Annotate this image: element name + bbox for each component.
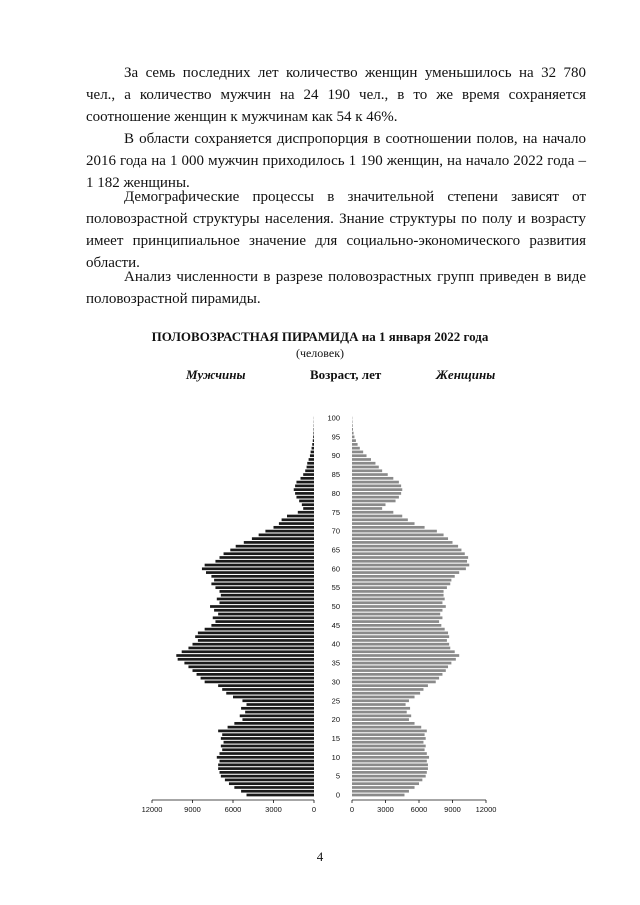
age-label-85: 85: [331, 470, 340, 480]
female-bar-age-75: [352, 511, 393, 514]
male-bar-age-24: [247, 703, 315, 706]
male-bar-age-70: [265, 530, 314, 533]
female-bar-age-84: [352, 477, 393, 480]
male-x-axis: [142, 800, 317, 814]
male-bar-age-16: [222, 733, 314, 736]
male-bar-age-53: [221, 594, 314, 597]
female-bar-age-35: [352, 662, 451, 665]
female-bar-age-55: [352, 586, 447, 589]
male-bar-age-47: [213, 616, 314, 619]
age-tick-labels: [327, 414, 340, 800]
female-bar-age-98: [352, 424, 353, 427]
male-bar-age-84: [301, 477, 315, 480]
female-bar-age-61: [352, 564, 469, 567]
male-x-tick-label-3000: 3000: [265, 805, 282, 814]
page-number: 4: [316, 849, 324, 864]
female-x-tick-label-0: 0: [349, 805, 355, 814]
female-bar-age-50: [352, 605, 446, 608]
female-bar-age-23: [352, 707, 410, 710]
female-bar-age-63: [352, 556, 468, 559]
male-bar-age-31: [201, 677, 314, 680]
male-bar-age-23: [241, 707, 314, 710]
female-bar-age-39: [352, 647, 450, 650]
chart-title-main: ПОЛОВОЗРАСТНАЯ ПИРАМИДА: [151, 329, 359, 344]
female-bar-age-59: [352, 571, 459, 574]
female-bar-age-58: [352, 575, 455, 578]
male-bar-age-87: [307, 466, 314, 469]
age-label-20: 20: [331, 715, 340, 725]
age-label-100: 100: [327, 413, 340, 423]
male-bar-age-9: [220, 760, 315, 763]
male-bar-age-6: [220, 771, 315, 774]
female-bar-age-38: [352, 650, 455, 653]
female-bar-age-25: [352, 699, 409, 702]
paragraph-3: Демографические процессы в значительной степени зависят от половозрастной структуры населения. Знание структуры по полу и возрасту имеет принципиальное значение для социально-экономического развития области.: [86, 189, 586, 271]
female-x-tick-label-6000: 6000: [410, 805, 428, 814]
female-bar-age-14: [352, 741, 423, 744]
female-bar-age-56: [352, 583, 450, 586]
male-bar-age-33: [193, 669, 315, 672]
male-bar-age-71: [274, 526, 315, 529]
female-bar-age-47: [352, 616, 442, 619]
age-label-95: 95: [331, 432, 340, 442]
male-bar-age-80: [295, 492, 314, 495]
male-bar-age-4: [225, 779, 314, 782]
age-label-60: 60: [331, 564, 340, 574]
age-axis-label: Возраст, лет: [310, 367, 382, 382]
female-bar-age-86: [352, 469, 382, 472]
female-bar-age-1: [352, 790, 409, 793]
female-bar-age-85: [352, 473, 388, 476]
male-bar-age-68: [252, 537, 314, 540]
female-x-tick-label-3000: 3000: [377, 805, 394, 814]
age-label-75: 75: [331, 507, 340, 517]
male-bar-age-58: [211, 575, 314, 578]
male-bar-age-89: [309, 458, 314, 461]
female-bar-age-18: [352, 726, 421, 729]
male-bar-age-54: [220, 590, 315, 593]
male-bar-age-41: [198, 639, 314, 642]
male-x-tick-label-6000: 6000: [224, 805, 242, 814]
female-bar-age-48: [352, 613, 440, 616]
male-bar-age-45: [211, 624, 314, 627]
male-bar-age-86: [305, 469, 314, 472]
male-bar-age-83: [296, 481, 314, 484]
male-bar-age-55: [215, 586, 314, 589]
female-bar-age-10: [352, 756, 429, 759]
female-bar-age-41: [352, 639, 447, 642]
male-x-tick-label-12000: 12000: [141, 805, 163, 814]
male-bar-age-93: [312, 443, 314, 446]
chart-title-date: на 1 января 2022 года: [358, 329, 489, 344]
female-bar-age-73: [352, 518, 408, 521]
age-label-90: 90: [331, 451, 340, 461]
female-bar-age-44: [352, 628, 445, 631]
male-bar-age-13: [221, 745, 314, 748]
male-bar-age-85: [303, 473, 314, 476]
female-bar-age-34: [352, 665, 448, 668]
male-bar-age-37: [176, 654, 314, 657]
age-label-5: 5: [335, 771, 340, 781]
female-bar-age-51: [352, 601, 442, 604]
female-bar-age-22: [352, 711, 407, 714]
female-x-tick-label-9000: 9000: [444, 805, 461, 814]
female-bar-age-37: [352, 654, 459, 657]
male-bar-age-19: [234, 722, 314, 725]
age-label-45: 45: [331, 620, 340, 630]
male-bar-age-39: [188, 647, 314, 650]
male-bar-age-7: [218, 767, 314, 770]
female-bar-age-36: [352, 658, 456, 661]
female-bar-age-83: [352, 481, 399, 484]
female-bar-age-5: [352, 775, 426, 778]
male-bar-age-51: [220, 601, 315, 604]
female-bar-age-68: [352, 537, 448, 540]
age-label-35: 35: [331, 658, 340, 668]
chart-subtitle: (человек): [295, 346, 345, 360]
female-bar-age-12: [352, 748, 425, 751]
male-bar-age-44: [205, 628, 314, 631]
female-bar-age-97: [352, 428, 353, 431]
male-bar-age-14: [224, 741, 314, 744]
female-bar-age-2: [352, 786, 415, 789]
female-bar-age-64: [352, 552, 465, 555]
female-bar-age-80: [352, 492, 401, 495]
female-bar-age-6: [352, 771, 427, 774]
female-bar-age-27: [352, 692, 420, 695]
male-bar-age-60: [202, 567, 314, 570]
male-bar-age-0: [247, 794, 315, 797]
age-label-10: 10: [331, 752, 340, 762]
female-bar-age-31: [352, 677, 439, 680]
male-bar-age-40: [193, 643, 315, 646]
female-bar-age-91: [352, 451, 363, 454]
male-bar-age-77: [302, 503, 314, 506]
female-bar-age-60: [352, 567, 466, 570]
female-bar-age-82: [352, 485, 401, 488]
female-bar-age-21: [352, 714, 411, 717]
female-bar-age-11: [352, 752, 427, 755]
female-bar-age-8: [352, 763, 428, 766]
paragraph-2: В области сохраняется диспропорция в соотношении полов, на начало 2016 года на 1 000 мужчин приходилось 1 190 женщин, на начало 2022 года – 1 182 женщины.: [86, 131, 586, 191]
male-bar-age-62: [215, 560, 314, 563]
age-label-30: 30: [331, 677, 340, 687]
male-bar-age-66: [236, 545, 314, 548]
female-bar-age-4: [352, 779, 422, 782]
female-bar-age-30: [352, 681, 436, 684]
paragraph-4: Анализ численности в разрезе половозрастных групп приведен в виде половозрастной пирамиды.: [86, 269, 586, 307]
male-bar-age-28: [222, 688, 314, 691]
female-bar-age-62: [352, 560, 467, 563]
age-label-80: 80: [331, 488, 340, 498]
male-bar-age-38: [182, 650, 314, 653]
female-bar-age-96: [352, 432, 354, 435]
female-bar-age-79: [352, 496, 399, 499]
male-bar-age-90: [310, 454, 314, 457]
male-bar-age-48: [218, 613, 314, 616]
male-bar-age-1: [241, 790, 314, 793]
female-bar-age-81: [352, 488, 402, 491]
male-bar-age-12: [222, 748, 314, 751]
right-series-label: Женщины: [436, 367, 496, 382]
male-bar-age-91: [311, 451, 314, 454]
age-label-65: 65: [331, 545, 340, 555]
female-bar-age-3: [352, 782, 419, 785]
female-bar-age-74: [352, 515, 402, 518]
female-bar-age-92: [352, 447, 360, 450]
male-bar-age-21: [240, 714, 314, 717]
female-bar-age-20: [352, 718, 409, 721]
male-bar-age-61: [205, 564, 314, 567]
age-label-55: 55: [331, 583, 340, 593]
male-bar-age-30: [205, 681, 314, 684]
male-bar-age-92: [312, 447, 314, 450]
age-label-70: 70: [331, 526, 340, 536]
male-bar-age-35: [184, 662, 314, 665]
female-bar-age-77: [352, 503, 386, 506]
female-bar-age-24: [352, 703, 406, 706]
male-bar-age-17: [218, 730, 314, 733]
female-bar-age-29: [352, 684, 428, 687]
female-bar-age-45: [352, 624, 441, 627]
male-bar-age-8: [218, 763, 314, 766]
male-bar-age-18: [228, 726, 314, 729]
female-bar-age-13: [352, 745, 426, 748]
male-bar-age-5: [221, 775, 314, 778]
male-bar-age-94: [313, 439, 314, 442]
male-bar-age-79: [296, 496, 314, 499]
male-bar-age-96: [313, 432, 314, 435]
male-bar-age-69: [259, 534, 314, 537]
male-bar-age-75: [298, 511, 314, 514]
female-bar-age-54: [352, 590, 444, 593]
male-bar-age-52: [217, 598, 314, 601]
male-bar-age-3: [229, 782, 314, 785]
female-bar-age-43: [352, 632, 448, 635]
female-bar-age-76: [352, 507, 382, 510]
age-label-15: 15: [331, 733, 340, 743]
male-bar-age-42: [195, 635, 314, 638]
female-bars: [352, 417, 469, 797]
male-bar-age-74: [287, 515, 314, 518]
male-bar-age-73: [282, 518, 314, 521]
female-bar-age-78: [352, 500, 396, 503]
male-bar-age-27: [226, 692, 314, 695]
male-bar-age-46: [215, 620, 314, 623]
male-bar-age-29: [218, 684, 314, 687]
female-x-axis: [350, 800, 497, 814]
female-bar-age-89: [352, 458, 371, 461]
female-bar-age-93: [352, 443, 358, 446]
male-bar-age-82: [295, 485, 314, 488]
male-bar-age-57: [214, 579, 314, 582]
male-x-tick-label-0: 0: [311, 805, 317, 814]
male-bar-age-49: [214, 609, 314, 612]
female-bar-age-32: [352, 673, 442, 676]
male-bars: [176, 417, 314, 797]
female-bar-age-52: [352, 598, 445, 601]
female-bar-age-95: [352, 435, 354, 438]
male-bar-age-11: [220, 752, 315, 755]
male-bar-age-43: [198, 632, 314, 635]
female-bar-age-72: [352, 522, 415, 525]
male-bar-age-67: [244, 541, 314, 544]
female-bar-age-40: [352, 643, 449, 646]
female-bar-age-57: [352, 579, 451, 582]
paragraph-1: За семь последних лет количество женщин уменьшилось на 32 780 чел., а количество мужчин на 24 190 чел., в то же время сохраняется соотношение женщин к мужчинам как 54 к 46%.: [86, 65, 586, 125]
male-bar-age-78: [299, 500, 314, 503]
male-bar-age-59: [206, 571, 314, 574]
male-x-tick-label-9000: 9000: [184, 805, 201, 814]
male-bar-age-10: [217, 756, 314, 759]
age-label-50: 50: [331, 602, 340, 611]
female-bar-age-90: [352, 454, 367, 457]
male-bar-age-81: [294, 488, 314, 491]
male-bar-age-50: [210, 605, 314, 608]
male-bar-age-25: [242, 699, 314, 702]
female-bar-age-46: [352, 620, 439, 623]
left-series-label: Мужчины: [186, 367, 246, 382]
female-bar-age-88: [352, 462, 375, 465]
age-label-40: 40: [331, 639, 340, 649]
female-bar-age-7: [352, 767, 428, 770]
male-bar-age-72: [279, 522, 314, 525]
female-bar-age-70: [352, 530, 437, 533]
female-bar-age-28: [352, 688, 423, 691]
female-bar-age-94: [352, 439, 356, 442]
male-bar-age-36: [178, 658, 314, 661]
female-bar-age-67: [352, 541, 453, 544]
male-bar-age-88: [307, 462, 314, 465]
female-bar-age-66: [352, 545, 458, 548]
female-bar-age-15: [352, 737, 426, 740]
male-bar-age-22: [245, 711, 314, 714]
male-bar-age-63: [220, 556, 315, 559]
male-bar-age-64: [224, 552, 314, 555]
female-bar-age-9: [352, 760, 427, 763]
age-label-25: 25: [331, 696, 340, 706]
female-bar-age-87: [352, 466, 379, 469]
male-bar-age-65: [230, 549, 314, 552]
female-bar-age-71: [352, 526, 425, 529]
male-bar-age-95: [313, 435, 314, 438]
female-bar-age-69: [352, 534, 444, 537]
male-bar-age-56: [211, 583, 314, 586]
female-bar-age-19: [352, 722, 415, 725]
female-bar-age-16: [352, 733, 425, 736]
male-bar-age-26: [233, 696, 314, 699]
female-bar-age-26: [352, 696, 415, 699]
male-bar-age-34: [188, 665, 314, 668]
male-bar-age-15: [221, 737, 314, 740]
male-bar-age-32: [197, 673, 314, 676]
female-bar-age-0: [352, 794, 404, 797]
female-bar-age-17: [352, 730, 427, 733]
male-bar-age-76: [303, 507, 314, 510]
female-bar-age-53: [352, 594, 444, 597]
male-bar-age-2: [234, 786, 314, 789]
male-bar-age-20: [242, 718, 314, 721]
female-bar-age-42: [352, 635, 449, 638]
female-bar-age-33: [352, 669, 446, 672]
age-label-0: 0: [335, 790, 340, 800]
female-bar-age-65: [352, 549, 461, 552]
female-bar-age-49: [352, 609, 442, 612]
female-x-tick-label-12000: 12000: [475, 805, 497, 814]
